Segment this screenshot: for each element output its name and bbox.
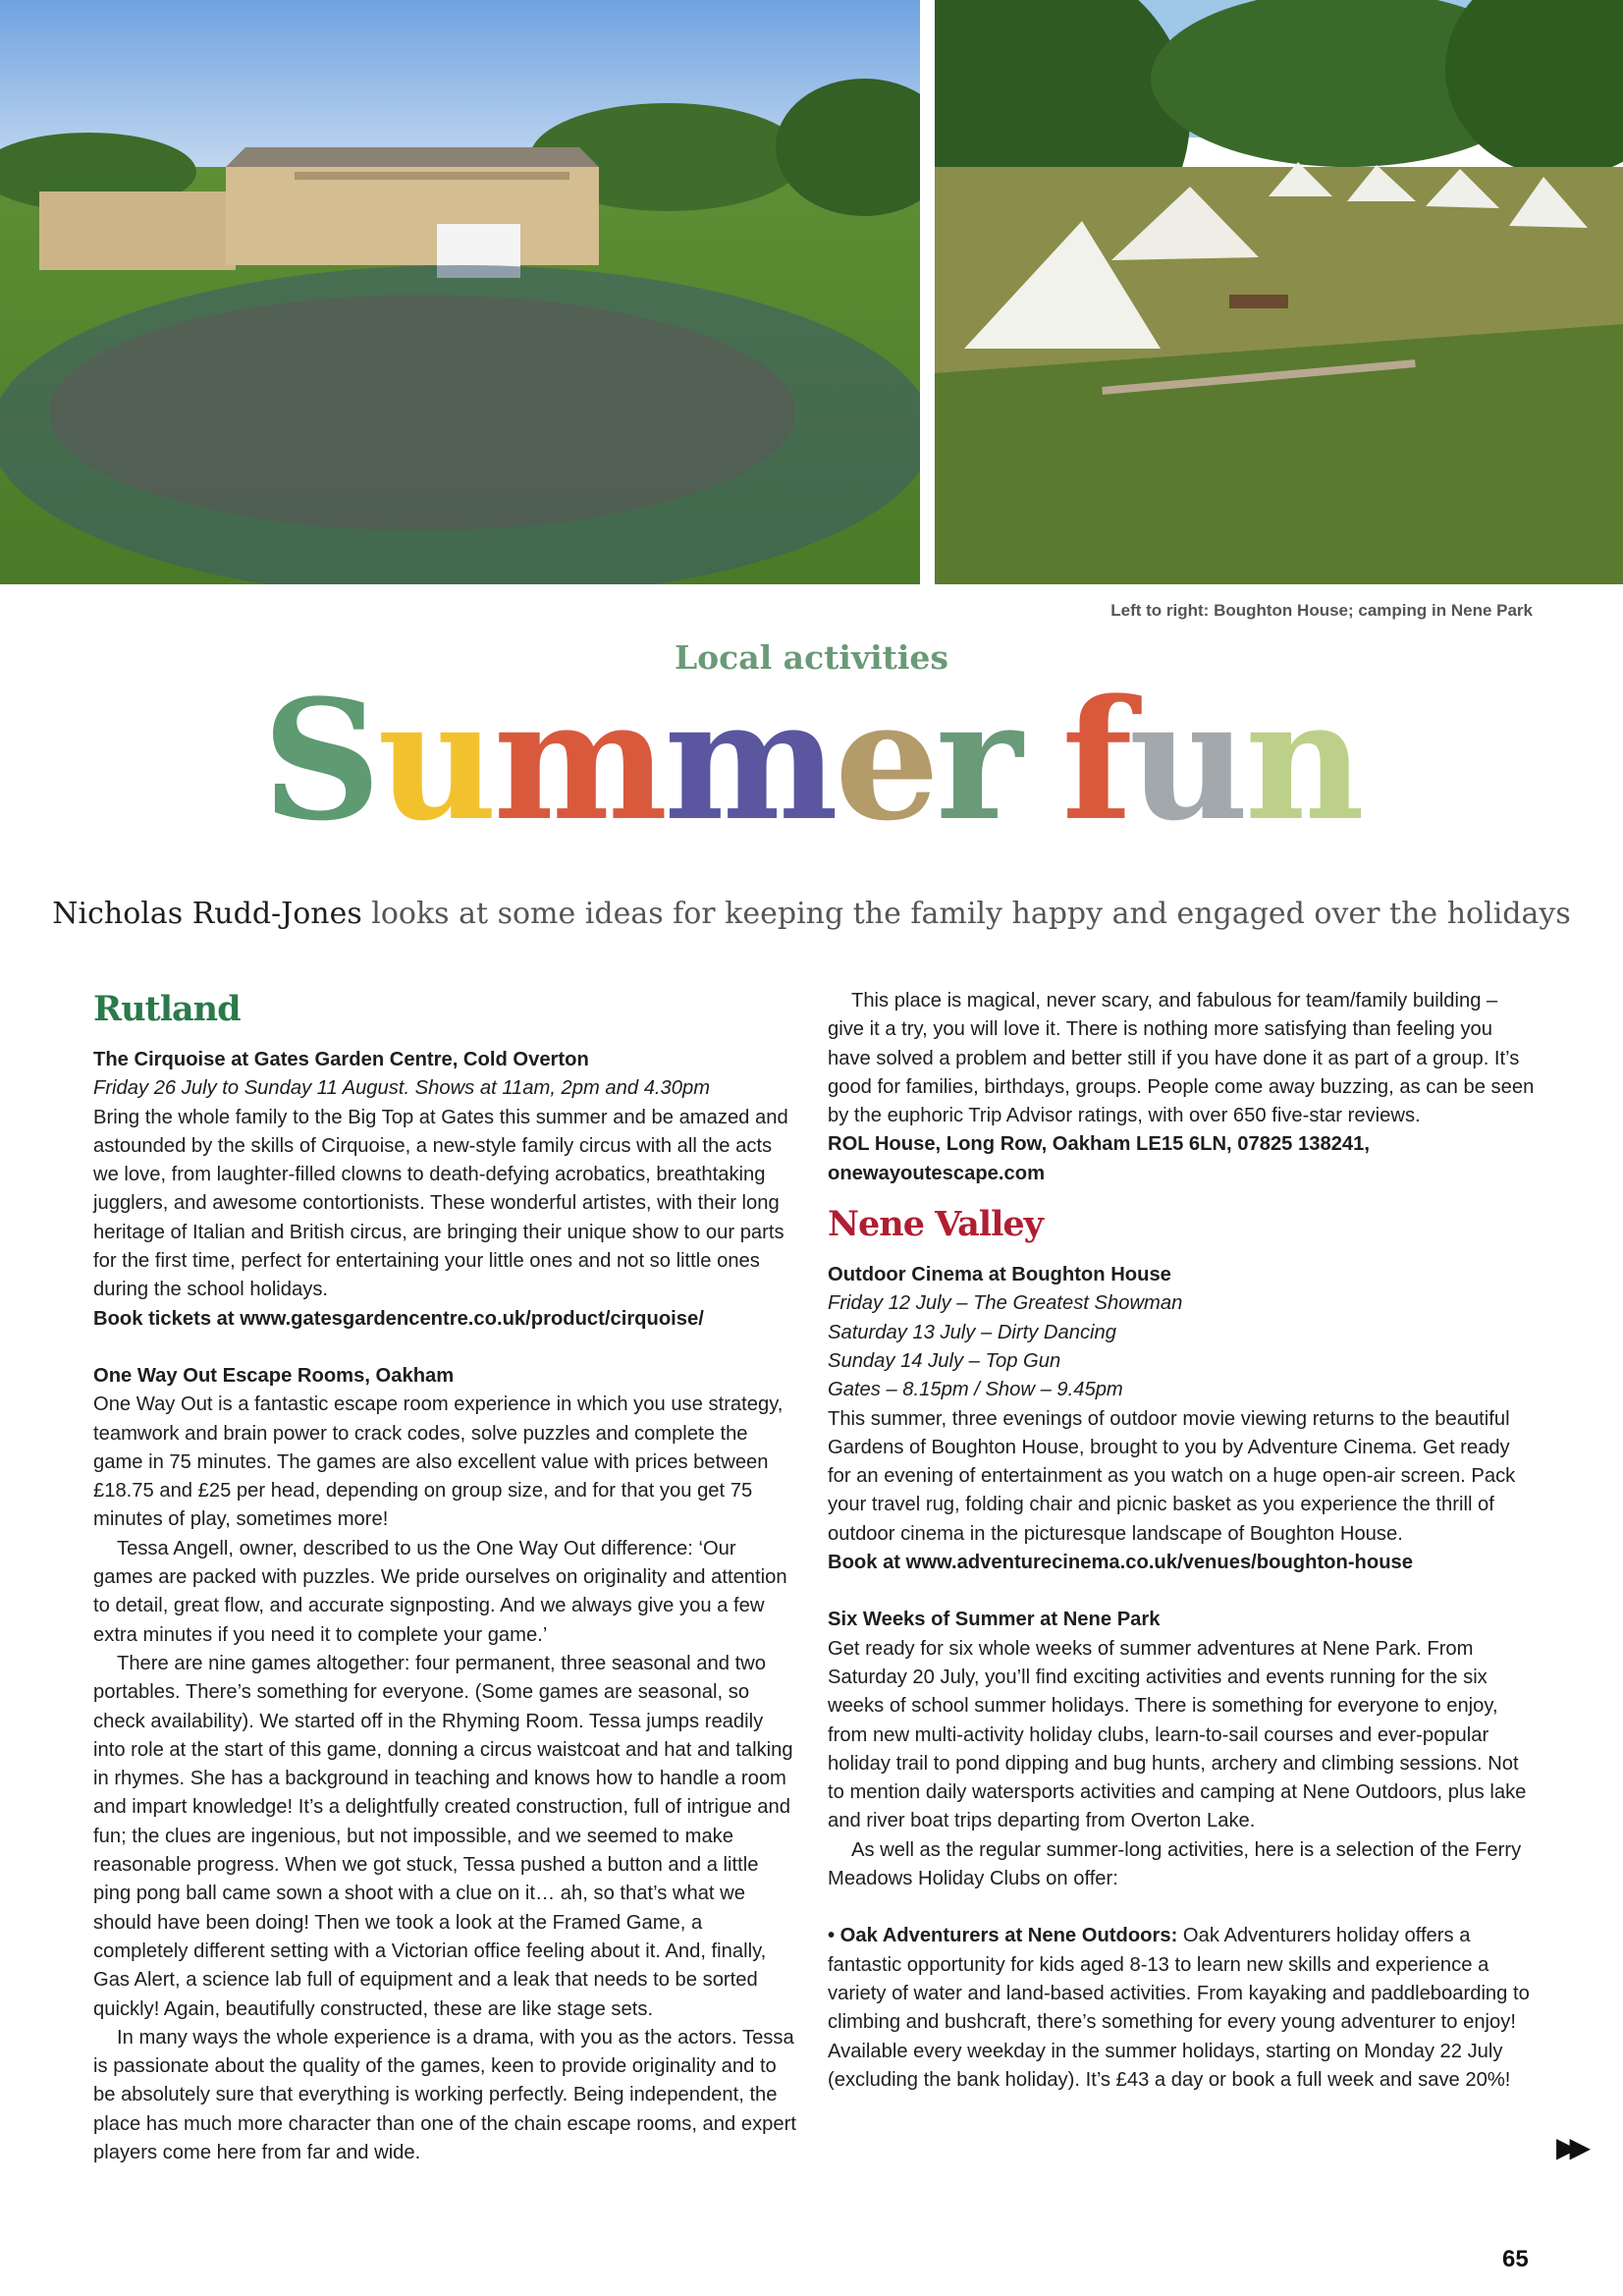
page-number: 65: [1502, 2246, 1529, 2272]
cirquoise-body: Bring the whole family to the Big Top at Gates this summer and be amazed and astounded by the skills of Cirquoise, a new-style family circus with all the acts we love, from laughter-filled clowns to death-defying acrobatics, breathtaking jugglers, and awesome contortionists. These wonderful artistes, with their long heritage of Italian and British circus, are bringing their unique show to our parts for the first time, perfect for entertaining your little ones and not so little ones during the school holidays.: [93, 1106, 788, 1301]
title-letter: u: [377, 663, 494, 857]
oak-adventurers-text: Oak Adventurers holiday offers a fantastic opportunity for kids aged 8-13 to learn new skills and experience a variety of water and land-based activities. From kayaking and paddleboarding to climbing and bushcraft, there’s something for every young adventurer to enjoy! Available every weekday in the summer holidays, starting on Monday 22 July (excluding the bank holiday). It’s £43 a day or book a full week and save 20%!: [828, 1925, 1530, 2091]
title-letter: r: [935, 663, 1019, 857]
escape-paragraph: In many ways the whole experience is a drama, with you as the actors. Tessa is passionate about the quality of the games, keen to provide originality and to be absolutely sure that everything is working perfectly. Being independent, the place has much more character than one of the chain escape rooms, and expert players come here from far and wide.: [93, 2026, 796, 2163]
title-letter: m: [493, 663, 665, 857]
title-letter: f: [1061, 663, 1129, 857]
cirquoise-heading: The Cirquoise at Gates Garden Centre, Cold Overton: [93, 1049, 589, 1070]
title-letter: e: [835, 663, 936, 857]
escape-address: ROL House, Long Row, Oakham LE15 6LN, 07825 138241, onewayoutescape.com: [828, 1133, 1370, 1184]
cirquoise-dates: Friday 26 July to Sunday 11 August. Shows at 11am, 2pm and 4.30pm: [93, 1077, 711, 1100]
section-heading-rutland: Rutland: [93, 989, 241, 1029]
title-letter: S: [261, 663, 378, 857]
cinema-date: Friday 12 July – The Greatest Showman: [828, 1292, 1183, 1315]
cinema-date: Saturday 13 July – Dirty Dancing: [828, 1321, 1116, 1343]
photo-caption: Left to right: Boughton House; camping in Nene Park: [1110, 601, 1533, 620]
oak-adventurers-label: • Oak Adventurers at Nene Outdoors:: [828, 1925, 1178, 1947]
escape-paragraph: Tessa Angell, owner, described to us the One Way Out difference: ‘Our games are packed with puzzles. We pride ourselves on originality and attention to detail, great flow, and accurate signposting. And we always give you a few extra minutes if you need it to complete your game.’: [93, 1537, 787, 1646]
escape-continued: This place is magical, never scary, and fabulous for team/family building – give it a try, you will love it. There is nothing more satisfying than feeling you have solved a problem and better still if you have done it as part of a group. It’s good for families, birthdays, groups. People come away buzzing, as can be seen by the euphoric Trip Advisor ratings, with over 650 five-star reviews.: [828, 990, 1535, 1127]
cinema-crowd-illustration: [0, 0, 920, 584]
escape-paragraph: There are nine games altogether: four permanent, three seasonal and two portables. There’s something for everyone. (Some games are seasonal, so check availability). We started off in the Rhyming Room. Tessa jumps readily into role at the start of this game, donning a circus waistcoat and hat and talking in rhymes. She has a background in teaching and knows how to handle a room and impart knowledge! It’s a delightfully created construction, full of intrigue and fun; the clues are ingenious, but not impossible, and we seemed to make reasonable progress. When we got stuck, Tessa pushed a button and a little ping pong ball came sown a shoot with a clue on it… ah, so that’s what we should have been doing! Then we took a look at the Framed Game, a completely different setting with a Victorian office feeling about it. And, finally, Gas Alert, a science lab full of equipment and a leak that needs to be sorted quickly! Again, beautifully constructed, these are like stage sets.: [93, 1652, 793, 2020]
nene-park-paragraph: Get ready for six whole weeks of summer adventures at Nene Park. From Saturday 20 July, you’ll find exciting activities and events running for the six weeks of school summer holidays. There is something for everyone to enjoy, from new multi-activity holiday clubs, learn-to-sail courses and ever-popular holiday trail to pond dipping and bug hunts, archery and climbing sessions. Not to mention daily watersports activities and camping at Nene Outdoors, plus lake and river boat trips departing from Overton Lake.: [828, 1637, 1527, 1832]
cinema-date: Gates – 8.15pm / Show – 9.45pm: [828, 1379, 1123, 1401]
cirquoise-booking-link[interactable]: Book tickets at www.gatesgardencentre.co.uk/product/cirquoise/: [93, 1307, 704, 1330]
left-column: [93, 987, 798, 2167]
oak-adventurers-item: [828, 1922, 1535, 2095]
continue-arrow-icon: ▶▶: [1556, 2132, 1584, 2162]
photo-nene-park-camping: [935, 0, 1623, 584]
right-column: [828, 987, 1535, 2095]
standfirst-text: looks at some ideas for keeping the family happy and engaged over the holidays: [361, 897, 1571, 931]
cinema-date: Sunday 14 July – Top Gun: [828, 1349, 1061, 1372]
standfirst: [0, 897, 1623, 931]
cinema-body: This summer, three evenings of outdoor movie viewing returns to the beautiful Gardens of Boughton House, brought to you by Adventure Cinema. Get ready for an evening of entertainment as you watch on a huge open-air screen. Pack your travel rug, folding chair and picnic basket as you experience the thrill of outdoor cinema in the picturesque landscape of Boughton House.: [828, 1407, 1516, 1545]
title-letter: n: [1244, 663, 1361, 857]
escape-heading: One Way Out Escape Rooms, Oakham: [93, 1364, 455, 1387]
cinema-booking-link[interactable]: Book at www.adventurecinema.co.uk/venues/boughton-house: [828, 1552, 1413, 1574]
section-heading-nene-valley: Nene Valley: [828, 1204, 1043, 1245]
kicker: Local activities: [674, 638, 949, 677]
title-letter: m: [664, 663, 835, 857]
escape-paragraph: One Way Out is a fantastic escape room experience in which you use strategy, teamwork and brain power to crack codes, solve puzzles and complete the game in 75 minutes. The games are also excellent value with prices between £18.75 and £25 per head, depending on group size, and for that you get 75 minutes of play, sometimes more!: [93, 1394, 784, 1531]
photo-boughton-house-cinema: [0, 0, 920, 584]
author-name: Nicholas Rudd-Jones: [52, 897, 362, 931]
camping-tents-illustration: [935, 0, 1623, 584]
page-title: [0, 663, 1623, 857]
cinema-heading: Outdoor Cinema at Boughton House: [828, 1264, 1171, 1286]
nene-park-paragraph: As well as the regular summer-long activities, here is a selection of the Ferry Meadows Holiday Clubs on offer:: [828, 1838, 1522, 1890]
nene-park-heading: Six Weeks of Summer at Nene Park: [828, 1609, 1161, 1631]
title-letter: u: [1128, 663, 1245, 857]
